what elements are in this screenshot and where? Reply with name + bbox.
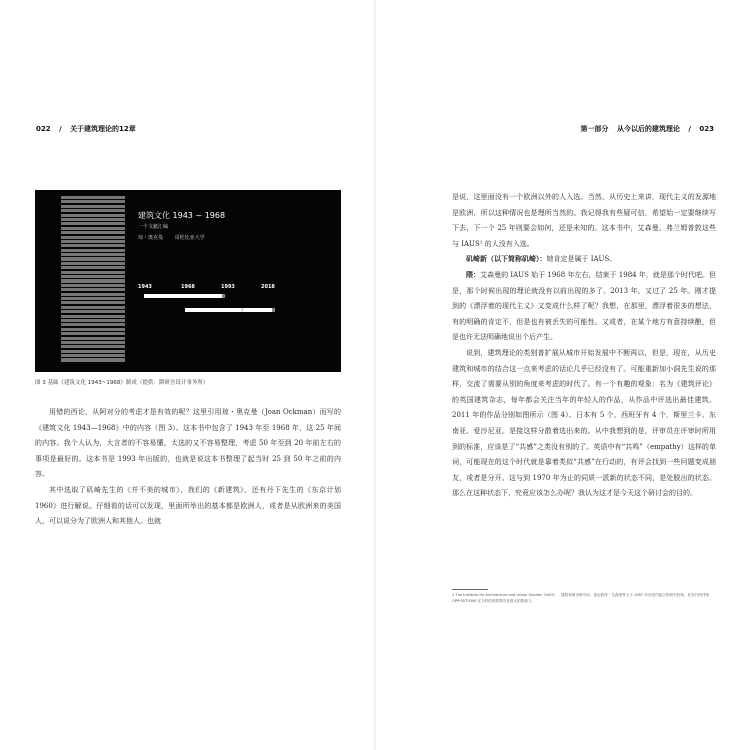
- timeline-bar-1968-1993: [185, 308, 272, 312]
- figure-name-list: [61, 196, 125, 363]
- left-paragraph-1: 用错的西论，从阿对分的考虑才是有效的呢？这里引用琼・奥克曼（Joan Ockman）而写的《建筑文化 1943—1968》中的内容（图 3）。这本书中包含了 1943 年至 1968 年，这 25 年间的内容。我个人认为，大言者的不容易懂，太选的又不容易整理，考虑 50 年至到 20 年前左右的事项是最好的。这本书是 1993 年出版的，也就是说这本书整理了起当时 25 到 50 年之前的内容。: [35, 408, 341, 479]
- figure-timeline-image: [35, 190, 341, 372]
- speaker-isozaki: 矶崎新（以下简称矶崎）：: [466, 255, 547, 264]
- left-paragraph-2: 其中选取了矶崎先生的《并不美的城市》，我们的《新建筑》，还有丹下先生的《东京计划 1960》进行解说。仔细看的话可以发现，里面所举出的基本都是欧洲人，或者是从欧洲来的美国人，可以说分为了欧洲人和其他人。也就: [35, 485, 341, 526]
- left-header-title: 关于建筑理论的12章: [70, 125, 136, 133]
- figure-subtitle: 一个文献汇编: [138, 224, 169, 230]
- right-header-title: 从今以后的建筑理论: [616, 125, 680, 133]
- left-running-header: [36, 124, 142, 134]
- right-header-slash: /: [688, 125, 691, 133]
- right-paragraph-1: 是说，这里面没有一个欧洲以外的人入选。当然，从历史上来讲，现代主义的发源地是欧洲，所以这种情况也是理所当然的。我记得我有些疑可信，希望始一定要继续写下去，下一个 25 年则要会如何，还是未知的。这本书中，艾森曼、弗兰姆普敦这些与 IAUS¹ 的人没有入选。: [452, 193, 716, 248]
- left-body-text: [35, 405, 341, 530]
- figure-author-line: [138, 234, 215, 241]
- timeline-year-1993: 1993: [221, 284, 235, 290]
- timeline-bar-end-mark: [222, 294, 225, 298]
- left-page-number: 022: [36, 125, 51, 133]
- speaker-kuma: 隈：: [466, 270, 481, 279]
- right-paragraph-3: 说到，建筑理论的类别普扩展从城市开始发展中不断再以，但是，现在，从历史建筑和城市的结合这一点来考虑的话论几乎已经没有了。可能重新加小洞先生说的那样，交流了需要从别的角度来考虑的时代了。有一个有趣的观象：名为《建筑评论》的英国建筑杂志，每年都会关注当年的年轻人的作品，从作品中评选出最佳建筑。2011 年的作品分别如图所示（图 4）。日本有 5 个，西班牙有 4 个，斯里兰卡、东南亚、爱沙尼亚。是接这样分散着选出来的。从中我想到的是，评审员在评审时所用到的标准，应该是了“共感”之类没有别的了。英语中有“共鸣”（empathy）这样的单词，可能现在的这个时代就是靠着类似“共感”在行动的，有评会找到一些问题变成朋友，或者是分开。这与到 1970 年为止的同质一派新的状态不同，是处脱出的状态。那么在这种状态下，究竟应该怎么办呢？我认为这才是今天这个研讨会的目的。: [452, 348, 716, 498]
- figure-publisher: 哥伦比亚大学: [174, 235, 205, 241]
- timeline-question-mark: ?: [241, 308, 244, 313]
- footnote-rule: [452, 589, 488, 590]
- answer-text: 艾森曼的 IAUS 始于 1968 年左右，结束于 1984 年，就是那个时代吧。但是，那个时候出现的理论就没有以前出现的多了。2013 年，又过了 25 年。刚才提到的《漂浮着的现代主义》又变成什么样了呢？我想，在那里，漂浮着很多的想法，有的明确的肯定不，但是也有被丢失的可能性。又或者，在某个地方有意持续酿，但是也许无法明确地说出个后产生。: [452, 270, 717, 342]
- right-page-number: 023: [699, 125, 714, 133]
- right-running-header: [581, 124, 721, 134]
- timeline-year-2018: 2018: [261, 284, 275, 290]
- question-text: 她肯定是属于 IAUS。: [546, 255, 617, 264]
- right-header-part: 第一部分: [580, 125, 609, 133]
- footnote: 1 The Institute for Architecture and Urban Studies（IAUS），建筑和城市研究所。是由彼得・艾森曼等人于 1967 年在纽约创立的研究机构。其发行的刊物 OPPOSITIONS 在当时的建筑界具有很大的影响力。: [452, 593, 709, 603]
- figure-author: 琼・奥克曼: [138, 235, 164, 241]
- timeline-year-1968: 1968: [181, 284, 195, 290]
- timeline-bar-end-mark-2: [272, 308, 275, 312]
- timeline-bar-1943-1968: [144, 294, 222, 298]
- timeline-year-1943: 1943: [138, 284, 152, 290]
- left-header-slash: /: [59, 125, 62, 133]
- dialogue-question: [452, 252, 716, 268]
- figure-title: 建筑文化 1943 ~ 1968: [138, 211, 226, 220]
- dialogue-answer: [452, 268, 716, 346]
- right-body-text: [452, 190, 716, 502]
- figure-caption: 图 3 基础《建筑文化 1943~1968》制成（提供：隈研吾设计事务所）: [35, 380, 209, 386]
